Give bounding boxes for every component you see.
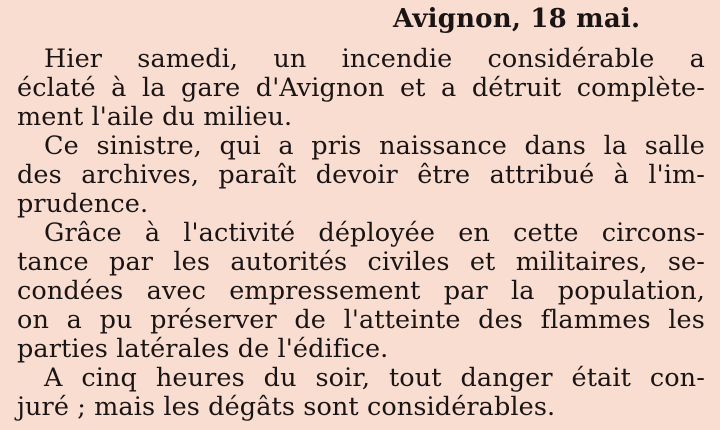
article-line-1: Hier samedi, un incendie considérable a [44,44,705,74]
article-line-9: condées avec empressement par la population, [17,276,705,306]
article-line-7: Grâce à l'activité déployée en cette circons- [44,218,705,248]
dateline: Avignon, 18 mai. [393,4,641,34]
article-line-12: A cinq heures du soir, tout danger était con- [44,363,705,393]
article-line-13: juré ; mais les dégâts sont considérables. [17,392,556,422]
article-line-11: parties latérales de l'édifice. [17,334,389,364]
article-line-3: ment l'aile du milieu. [17,102,293,132]
article-line-8: tance par les autorités civiles et militaires, se- [17,247,705,277]
article-line-6: prudence. [17,189,149,219]
article-line-2: éclaté à la gare d'Avignon et a détruit complète- [17,73,705,103]
article-line-5: des archives, paraît devoir être attribué à l'im- [17,160,705,190]
article-line-4: Ce sinistre, qui a pris naissance dans la salle [44,131,705,161]
article-line-10: on a pu préserver de l'atteinte des flammes les [17,305,705,335]
